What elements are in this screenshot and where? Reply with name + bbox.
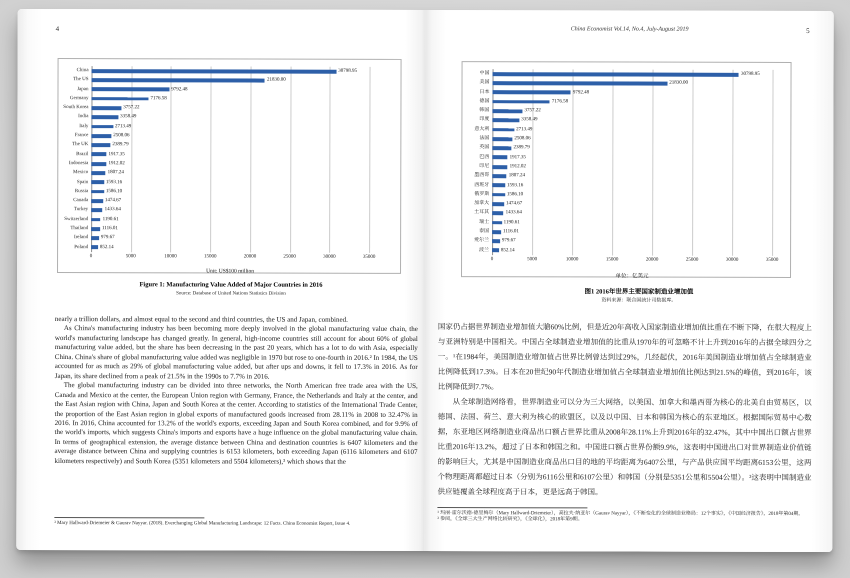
chart-category-label: Spain <box>76 179 89 185</box>
paragraph: nearly a trillion dollars, and almost equal to the second and third countries, the US and Japan, combined. <box>54 315 348 324</box>
chart-category-label: The UK <box>72 142 89 148</box>
bar-value-label: 1190.61 <box>102 216 119 222</box>
bar <box>91 180 104 184</box>
chart-category-label: Thailand <box>70 226 89 232</box>
bar-value-label: 3757.22 <box>123 105 140 111</box>
x-axis-ticks <box>89 254 376 262</box>
bar <box>91 115 118 119</box>
bar <box>91 208 102 212</box>
page-number-right: 5 <box>806 26 810 36</box>
chart-category-label: 瑞士 <box>479 219 490 225</box>
footnote: ² Mary Hallward-Driemeier & Gaurav Nayyar. (2018). Everchanging Global Manufacturing Landscape: 12 Facts. China Economist Report, Issue 4. <box>54 520 351 527</box>
chart-category-label: South Korea <box>63 105 89 111</box>
bar-value-label: 852.14 <box>99 244 114 250</box>
paragraph: As China's manufacturing industry has been becoming more deeply involved in the global manufacturing value chain, the world's manufacturing landscape has changed greatly. In general, high-income countries still account for about 60% of global manufacturing value added, but the share has been decreasing in the past 20 years, which has a lot to do with Asia, especially China. China's share of global manufacturing value added was negligible in 1970 but rose to one-fourth in 2016.² In 1984, the US accounted for as much as 29% of global manufacturing value added, but after ups and downs, it fell to 17.3% in 2016. As for Japan, its share declined from a peak of 21.5% in the 1990s to 7.7% in 2016. <box>54 324 418 381</box>
bar-row <box>91 243 369 253</box>
chart-category-label: 美国 <box>479 80 490 86</box>
chart-scale <box>492 69 773 256</box>
chart-category-label: 土耳其 <box>474 210 490 216</box>
page-right <box>424 10 833 552</box>
bar <box>492 100 549 104</box>
bar <box>492 184 505 188</box>
bar-row <box>492 246 772 256</box>
bar <box>493 81 668 85</box>
bar <box>91 125 113 129</box>
footnotes-en <box>54 517 414 528</box>
bar <box>91 236 99 240</box>
chart-category-label: 英国 <box>479 145 490 151</box>
bar-value-label: 9792.48 <box>171 86 188 92</box>
paragraph: 从全球制造网络看，世界制造业可以分为三大网络，以美国、加拿大和墨西哥为核心的北美自由贸易区，以德国、法国、荷兰、意大利为核心的欧盟区，以及以中国、日本和韩国为核心的东亚地区。根据国际贸易中心数据，东亚地区网络制造业商品出口额占世界比重从2008年28.11%上升到2016年的32.47%，其中中国出口额占世界比重2016年13.2%，超过了日本和韩国之和。中国进口额占世界份额9.9%，这表明中国进出口对世界制造业价值链的影响巨大，尤其是中国制造业商品出口目的地的平均距离为6407公里，与产品供应国平均距离6153公里，这两个物理距离都超过日本（分别为6116公里和6107公里）和韩国（分别是5351公里和5504公里）。²这表明中国制造业供应链覆盖全球程度高于日本，更是远高于韩国。 <box>437 397 812 497</box>
bar <box>492 118 519 122</box>
x-tick-label: 35000 <box>362 254 376 260</box>
chart-category-label: 印度 <box>479 117 490 123</box>
bar-value-label: 1917.35 <box>509 154 526 160</box>
bar <box>92 69 337 73</box>
chart-category-label: Poland <box>74 244 89 250</box>
bar <box>492 128 514 132</box>
chart-category-label: 加拿大 <box>474 201 490 207</box>
chart-category-labels <box>462 69 492 255</box>
bar <box>91 97 148 101</box>
running-head: China Economist Vol.14, No.4, July-August 2019 <box>570 26 689 33</box>
bar-value-label: 1593.16 <box>506 182 524 188</box>
bar-value-label: 852.14 <box>500 247 515 253</box>
bar-value-label: 979.67 <box>501 238 516 244</box>
bar <box>492 109 522 113</box>
chart-category-label: China <box>76 68 89 74</box>
x-tick-label: 35000 <box>765 257 779 263</box>
bar <box>91 88 169 92</box>
chart-category-label: Germany <box>69 95 89 102</box>
bar <box>91 246 98 250</box>
bar <box>492 211 503 215</box>
x-tick-label: 15000 <box>203 254 217 260</box>
x-tick-label: 5000 <box>527 257 538 263</box>
x-tick-label: 30000 <box>323 254 336 260</box>
x-tick-label: 10000 <box>565 257 579 263</box>
bar-value-label: 1593.16 <box>105 179 123 185</box>
bar-value-label: 1912.02 <box>108 161 125 167</box>
bar <box>492 249 499 253</box>
bar <box>91 190 104 194</box>
bar-value-label: 1474.67 <box>104 198 122 204</box>
bar <box>492 156 507 160</box>
bar <box>91 199 103 203</box>
bar <box>492 221 502 225</box>
bar <box>492 174 506 178</box>
bar <box>492 91 570 95</box>
bar <box>91 218 100 222</box>
x-tick-label: 15000 <box>605 257 619 263</box>
chart-category-label: 法国 <box>479 136 490 142</box>
footnote: ² 参阅，《全球三大生产网络比较研究》，《全球化》，2018年第9期。 <box>437 516 583 523</box>
bar-value-label: 2713.49 <box>516 127 533 133</box>
chart-category-label: France <box>74 133 89 139</box>
bar-value-label: 1433.64 <box>505 210 522 216</box>
chart-category-label: Japan <box>77 86 89 92</box>
bar <box>492 193 505 197</box>
chart-category-label: 印尼 <box>479 164 490 170</box>
body-text-en <box>55 315 418 467</box>
footnote-rule <box>437 507 587 508</box>
bar <box>91 134 111 138</box>
x-tick-label: 25000 <box>685 257 699 263</box>
bar-value-label: 1116.01 <box>101 226 118 232</box>
chart-scale <box>91 66 370 253</box>
chart-category-labels <box>58 66 91 252</box>
bar <box>492 165 507 169</box>
chart-plot-area <box>492 69 791 280</box>
chart-category-label: 巴西 <box>479 154 490 160</box>
x-tick-label: 0 <box>89 254 93 260</box>
bar <box>492 239 500 243</box>
two-page-spread <box>16 9 833 552</box>
chart-category-label: 中国 <box>479 71 490 77</box>
chart-category-label: 泰国 <box>479 229 490 235</box>
bar-value-label: 2389.79 <box>513 145 530 151</box>
bar <box>91 171 105 175</box>
bar-value-label: 3358.49 <box>120 114 137 120</box>
chart-category-label: 西班牙 <box>474 182 490 188</box>
bar-value-label: 1586.10 <box>506 192 524 198</box>
footnotes-zh <box>437 507 811 524</box>
bar-value-label: 21830.00 <box>669 80 688 86</box>
bar <box>91 227 100 231</box>
bar <box>91 106 121 110</box>
bar <box>492 137 512 141</box>
page-number-left: 4 <box>55 25 60 34</box>
chart-category-label: Russia <box>74 188 89 194</box>
figure-source-zh: 资料来源：联合国统计司数据库。 <box>601 298 677 304</box>
chart-category-label: Switzerland <box>64 216 89 222</box>
x-tick-label: 20000 <box>645 257 659 263</box>
bar-value-label: 1807.24 <box>508 173 525 179</box>
chart-category-label: India <box>78 114 89 120</box>
chart-category-label: 日本 <box>479 89 490 95</box>
x-tick-label: 25000 <box>283 254 296 260</box>
chart-category-label: Italy <box>79 123 89 129</box>
bar-value-label: 2389.79 <box>112 142 129 148</box>
body-text-zh <box>437 319 811 500</box>
bar <box>91 162 106 166</box>
x-tick-label: 0 <box>490 257 494 263</box>
bar <box>92 78 265 82</box>
chart-category-label: Mexico <box>72 170 89 176</box>
chart-category-label: 爱尔兰 <box>474 238 490 244</box>
chart-category-label: Turkey <box>73 207 89 213</box>
bar-value-label: 30798.95 <box>741 71 760 77</box>
bar-value-label: 2713.49 <box>114 123 132 130</box>
chart-category-label: Indonesia <box>68 161 89 167</box>
bar <box>91 153 106 157</box>
bar-value-label: 1807.24 <box>107 170 124 176</box>
x-tick-label: 10000 <box>164 254 177 260</box>
bar-value-label: 9792.48 <box>572 89 590 96</box>
x-axis-ticks <box>490 257 779 265</box>
figure1-chart-zh <box>461 61 792 278</box>
bar-value-label: 1474.67 <box>505 201 523 207</box>
footnote: ¹ 玛丽·霍尔沃德-德里梅尔（Mary Hallward-Driemeier），高拉夫·纳亚尔（Gaurav Nayyar），《不断变化的全球制造业格局：12个事实》，《中国经济报告》，2018年第04期。 <box>437 510 804 517</box>
chart-category-label: 德国 <box>479 99 490 105</box>
bar-value-label: 1917.35 <box>108 151 125 157</box>
chart-category-label: Brazil <box>76 151 89 157</box>
chart-plot-area <box>91 66 401 275</box>
page-left <box>16 9 425 551</box>
footnote-rule <box>54 517 204 518</box>
bar-value-label: 7176.58 <box>551 99 569 105</box>
figure-caption-en: Figure 1: Manufacturing Value Added of Major Countries in 2016 <box>139 281 323 289</box>
bar-value-label: 7176.58 <box>150 96 167 102</box>
bar-value-label: 3757.22 <box>524 108 541 114</box>
x-tick-label: 5000 <box>125 254 136 260</box>
chart-category-label: 俄罗斯 <box>474 191 490 198</box>
chart-category-label: Canada <box>73 198 89 204</box>
figure-caption-zh: 图1 2016年世界主要国家制造业增加值 <box>584 288 694 296</box>
chart-category-label: 意大利 <box>474 126 490 132</box>
bar <box>492 202 504 206</box>
bar-value-label: 1586.10 <box>105 189 123 195</box>
bar <box>492 230 501 234</box>
chart-category-label: 墨西哥 <box>474 173 490 179</box>
bar-value-label: 2508.06 <box>113 133 130 139</box>
bar-value-label: 1190.61 <box>503 219 520 225</box>
bar-value-label: 30798.95 <box>338 68 358 74</box>
chart-category-label: The US <box>73 77 89 83</box>
bar-value-label: 1433.64 <box>104 207 121 213</box>
bar-value-label: 2508.06 <box>514 136 531 142</box>
x-axis-title: Unit: US$100 million <box>206 268 255 275</box>
bar-value-label: 1116.01 <box>503 229 519 235</box>
figure-source-en: Source: Database of United Nations Statistics Division <box>176 291 286 297</box>
bar <box>91 143 110 147</box>
chart-category-label: 韩国 <box>479 108 490 114</box>
paragraph: 国家仍占据世界制造业增加值大牄60%比例，但是近20年高收入国家制造业增加值比重在不断下降，在很大程度上与亚洲特别是中国相关。中国占全球制造业增加值的比重从1970年的可忽略不计上升到2016年的占据全球四分之一。¹在1984年，美国制造业增加值占世界比例曾达到过29%，几经起伏，2016年美国制造业增加值占全球制造业比例降低到17.3%。日本在20世纪90年代制造业增加值占全球制造业增加值比例达到21.5%的峰值，到2016年，该比例降低到7.7%。 <box>437 322 812 392</box>
bar-value-label: 979.67 <box>100 235 115 241</box>
x-axis-title: 单位：亿美元 <box>615 273 649 280</box>
bar <box>492 146 511 150</box>
chart-category-label: 波兰 <box>479 247 490 253</box>
bar-value-label: 3358.49 <box>521 117 538 123</box>
chart-category-label: Ireland <box>73 235 89 241</box>
x-tick-label: 20000 <box>243 254 257 260</box>
bar-value-label: 21830.00 <box>266 77 286 83</box>
bar <box>493 72 739 76</box>
x-tick-label: 30000 <box>725 257 739 263</box>
figure1-chart-en <box>57 58 402 274</box>
bar-value-label: 1912.02 <box>509 164 526 170</box>
paragraph: The global manufacturing industry can be divided into three networks, the North American free trade area with the US, Canada and Mexico at the center, the European Union region with Germany, France, the Netherlands and Italy at the center, and the East Asian region with China, Japan and South Korea at the center. According to statistics of the International Trade Center, the proportion of the East Asian region in global exports of manufactured goods increased from 28.11% in 2008 to 32.47% in 2016. In 2016, China accounted for 13.2% of the world's exports, exceeding Japan and South Korea combined, and for 9.9% of the world's imports, which suggests China's imports and exports have a huge influence on the global manufacturing value chain. In terms of geographical extension, the average distance between China and destination countries is 6407 kilometers and the average distance between China and supplying countries is 6153 kilometers, both exceeding Japan (6116 kilometers and 6107 kilometers respectively) and South Korea (5351 kilometers and 5504 kilometers),³ which shows that the <box>54 381 418 466</box>
